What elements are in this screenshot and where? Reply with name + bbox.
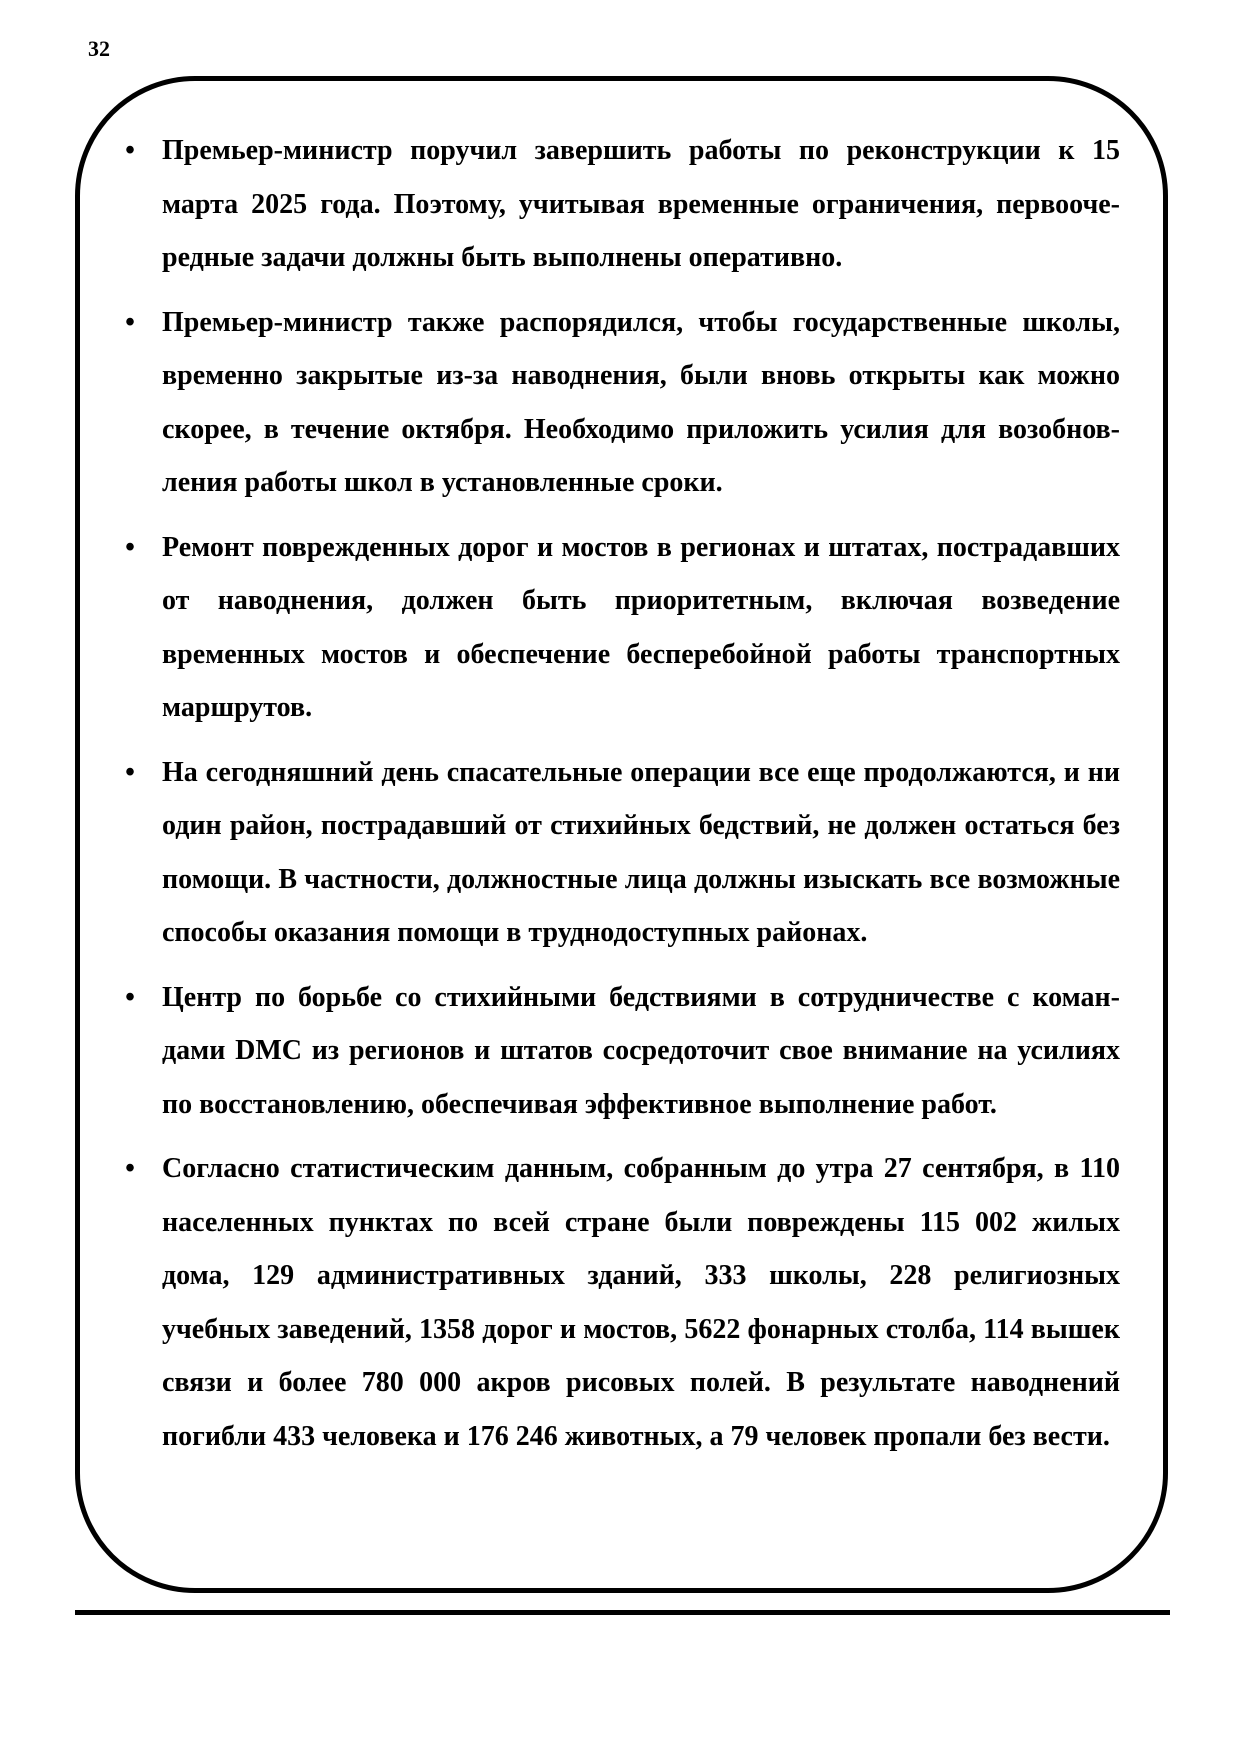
list-item <box>120 971 1120 1132</box>
list-item-text: На сегодняшний день спасательные операции все еще продолжаются, и ни один район, пострадавший от стихийных бедствий, не должен остаться без помощи. В частности, должностные лица должны изыскать все возможные способы оказания помощи в труднодоступных районах. <box>162 756 1120 948</box>
bullet-icon: • <box>125 1153 135 1184</box>
bullet-icon: • <box>125 756 135 788</box>
list-item-text: Согласно статистическим данным, собранным до утра 27 сентября, в 110 населенных пунктах по всей стране были повреждены 115 002 жилых дома, 129 административных зданий, 333 школы, 228 религиозных учебных заведений, 1358 дорог и мостов, 5622 фонарных столба, 114 вышек связи и более 780 000 акров рисовых полей. В результате наводнений погибли 433 человека и 176 246 животных, а 79 человек пропали без вести. <box>162 1153 1120 1452</box>
bullet-icon: • <box>125 135 135 166</box>
list-item-text: Центр по борьбе со стихийными бедствиями в сотрудничестве с командами DMC из регионов и штатов сосредоточит свое внимание на усилиях по восстановлению, обеспечивая эффективное выполнение работ. <box>162 981 1120 1120</box>
bullet-icon: • <box>125 306 135 338</box>
bullet-list <box>120 124 1120 1474</box>
bullet-icon: • <box>125 981 135 1013</box>
list-item <box>120 746 1120 960</box>
bottom-divider <box>75 1610 1170 1615</box>
list-item <box>120 124 1120 285</box>
page-number: 32 <box>88 36 110 61</box>
list-item-text: Премьер-министр поручил завершить работы по реконструкции к 15 марта 2025 года. Поэтому, учитывая временные ограничения, первоочередные задачи должны быть выполнены оперативно. <box>162 135 1120 273</box>
list-item-text: Ремонт поврежденных дорог и мостов в регионах и штатах, пострадавших от наводнения, должен быть приоритетным, включая возведение временных мостов и обеспечение бесперебойной работы транспортных маршрутов. <box>162 531 1120 723</box>
bullet-icon: • <box>125 531 135 563</box>
list-item-text: Премьер-министр также распорядился, чтобы государственные школы, временно закрытые из-за наводнения, были вновь открыты как можно скорее, в течение октября. Необходимо приложить усилия для возобновления работы школ в установленные сроки. <box>162 306 1120 498</box>
list-item <box>120 296 1120 510</box>
list-item <box>120 1142 1120 1463</box>
list-item <box>120 521 1120 735</box>
